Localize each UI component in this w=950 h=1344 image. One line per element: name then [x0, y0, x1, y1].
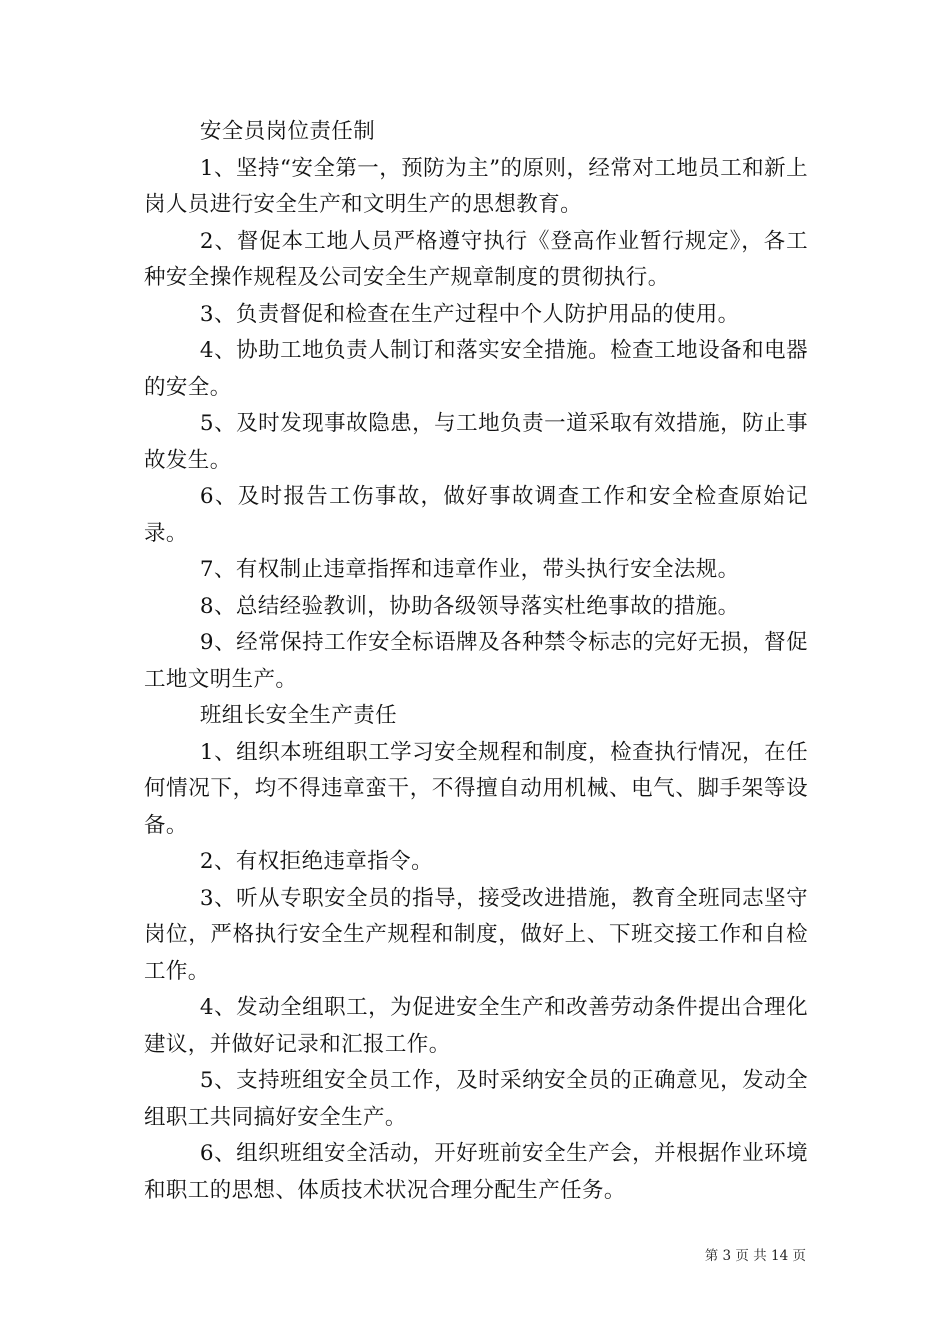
paragraph: 2、有权拒绝违章指令。: [199, 849, 433, 874]
page-number: 第 3 页 共 14 页: [704, 1248, 806, 1264]
paragraph: 7、有权制止违章指挥和违章作业，带头执行安全法规。: [199, 557, 740, 582]
paragraph: 8、总结经验教训，协助各级领导落实杜绝事故的措施。: [199, 593, 740, 619]
paragraph: 6、组织班组安全活动，开好班前安全生产会，并根据作业环境和职工的思想、体质技术状况合理分配生产任务。: [144, 1141, 808, 1203]
paragraph: 3、听从专职安全员的指导，接受改进措施，教育全班同志坚守岗位，严格执行安全生产规程和制度，做好上、下班交接工作和自检工作。: [144, 885, 808, 984]
paragraph: 5、支持班组安全员工作，及时采纳安全员的正确意见，发动全组职工共同搞好安全生产。: [144, 1068, 808, 1130]
paragraph: 6、及时报告工伤事故，做好事故调查工作和安全检查原始记录。: [144, 484, 808, 546]
paragraph: 2、督促本工地人员严格遵守执行《登高作业暂行规定》，各工种安全操作规程及公司安全生产规章制度的贯彻执行。: [144, 228, 808, 290]
paragraph: 5、及时发现事故隐患，与工地负责一道采取有效措施，防止事故发生。: [144, 411, 808, 473]
paragraph: 9、经常保持工作安全标语牌及各种禁令标志的完好无损，督促工地文明生产。: [144, 630, 808, 692]
document-body: [144, 114, 808, 1209]
paragraph: 1、坚持“安全第一，预防为主”的原则，经常对工地员工和新上岗人员进行安全生产和文明生产的思想教育。: [144, 155, 808, 217]
section-title-team-leader: 班组长安全生产责任: [199, 703, 397, 728]
paragraph: 1、组织本班组职工学习安全规程和制度，检查执行情况，在任何情况下，均不得违章蛮干，不得擅自动用机械、电气、脚手架等设备。: [144, 739, 808, 838]
paragraph: 3、负责督促和检查在生产过程中个人防护用品的使用。: [199, 301, 740, 327]
paragraph: 4、协助工地负责人制订和落实安全措施。检查工地设备和电器的安全。: [144, 338, 808, 400]
paragraph: 4、发动全组职工，为促进安全生产和改善劳动条件提出合理化建议，并做好记录和汇报工作。: [144, 995, 808, 1057]
section-title-safety-officer: 安全员岗位责任制: [199, 119, 376, 144]
